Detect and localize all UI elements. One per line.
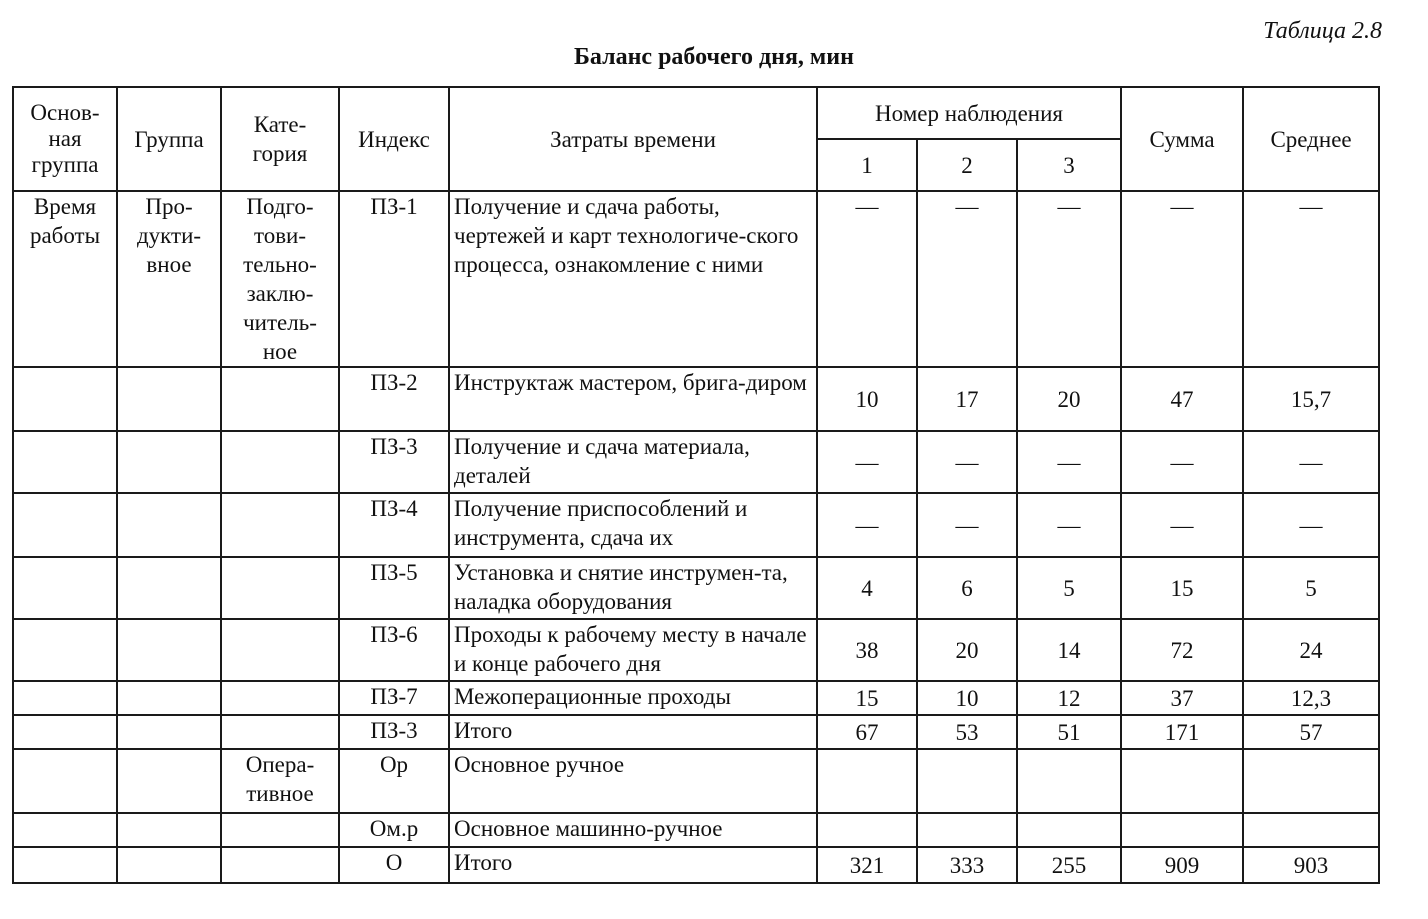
table-row — [13, 367, 1379, 431]
cell-obs-2: 6 — [917, 557, 1017, 619]
cell-description: Инструктаж мастером, брига-диром — [449, 367, 817, 431]
cell-description: Итого — [449, 847, 817, 883]
cell-description: Итого — [449, 715, 817, 749]
table-row — [13, 493, 1379, 557]
cell-index: ПЗ-3 — [339, 431, 449, 493]
cell-obs-3: 12 — [1017, 681, 1121, 715]
cell-index: ПЗ-4 — [339, 493, 449, 557]
cell-obs-3: 14 — [1017, 619, 1121, 681]
cell-category — [221, 813, 339, 847]
cell-obs-3: 255 — [1017, 847, 1121, 883]
cell-obs-3 — [1017, 749, 1121, 813]
cell-sum: — — [1121, 493, 1243, 557]
cell-description: Межоперационные проходы — [449, 681, 817, 715]
cell-obs-1: 4 — [817, 557, 917, 619]
cell-obs-3: — — [1017, 493, 1121, 557]
cell-main-group: Время работы — [13, 191, 117, 367]
cell-description: Установка и снятие инструмен-та, наладка оборудования — [449, 557, 817, 619]
cell-main-group — [13, 847, 117, 883]
cell-obs-3: — — [1017, 431, 1121, 493]
cell-group — [117, 749, 221, 813]
cell-sum: 171 — [1121, 715, 1243, 749]
cell-obs-2: 17 — [917, 367, 1017, 431]
table-number: Таблица 2.8 — [1263, 18, 1382, 44]
cell-obs-1 — [817, 813, 917, 847]
cell-index: ПЗ-1 — [339, 191, 449, 367]
cell-group — [117, 493, 221, 557]
header-obs-2: 2 — [917, 139, 1017, 191]
cell-sum: — — [1121, 191, 1243, 367]
header-time-costs: Затраты времени — [449, 87, 817, 191]
cell-main-group — [13, 715, 117, 749]
cell-main-group — [13, 557, 117, 619]
cell-description: Получение и сдача работы, чертежей и карт технологиче-ского процесса, ознакомление с ними — [449, 191, 817, 367]
cell-main-group — [13, 619, 117, 681]
header-row — [13, 87, 1379, 139]
cell-obs-1: 321 — [817, 847, 917, 883]
cell-obs-2: — — [917, 191, 1017, 367]
cell-main-group — [13, 367, 117, 431]
header-observation-number: Номер наблюдения — [817, 87, 1121, 139]
cell-description: Получение и сдача материала, деталей — [449, 431, 817, 493]
cell-group — [117, 557, 221, 619]
cell-description: Получение приспособлений и инструмента, сдача их — [449, 493, 817, 557]
cell-average — [1243, 813, 1379, 847]
cell-obs-2: — — [917, 431, 1017, 493]
cell-description: Основное машинно-ручное — [449, 813, 817, 847]
cell-group — [117, 681, 221, 715]
cell-average: — — [1243, 431, 1379, 493]
header-obs-3: 3 — [1017, 139, 1121, 191]
cell-average: 15,7 — [1243, 367, 1379, 431]
cell-index: ПЗ-6 — [339, 619, 449, 681]
cell-average: 5 — [1243, 557, 1379, 619]
cell-obs-1: — — [817, 493, 917, 557]
cell-index: ПЗ-2 — [339, 367, 449, 431]
header-sum: Сумма — [1121, 87, 1243, 191]
cell-obs-3: — — [1017, 191, 1121, 367]
cell-average: — — [1243, 493, 1379, 557]
table-row — [13, 557, 1379, 619]
cell-obs-1: 38 — [817, 619, 917, 681]
cell-sum — [1121, 813, 1243, 847]
cell-obs-3: 51 — [1017, 715, 1121, 749]
table-row — [13, 431, 1379, 493]
cell-description: Проходы к рабочему месту в начале и конце рабочего дня — [449, 619, 817, 681]
cell-obs-2 — [917, 749, 1017, 813]
cell-average: 12,3 — [1243, 681, 1379, 715]
cell-obs-2 — [917, 813, 1017, 847]
work-day-balance-table — [12, 86, 1380, 884]
cell-category — [221, 681, 339, 715]
table-row — [13, 715, 1379, 749]
cell-index: Ор — [339, 749, 449, 813]
table-row — [13, 191, 1379, 367]
cell-main-group — [13, 813, 117, 847]
cell-index: Ом.р — [339, 813, 449, 847]
cell-obs-1: 15 — [817, 681, 917, 715]
cell-index: ПЗ-5 — [339, 557, 449, 619]
table-row — [13, 681, 1379, 715]
header-group: Группа — [117, 87, 221, 191]
cell-average — [1243, 749, 1379, 813]
cell-group — [117, 619, 221, 681]
cell-category: Подго- тови- тельно- заклю- читель- ное — [221, 191, 339, 367]
cell-obs-2: 53 — [917, 715, 1017, 749]
cell-group — [117, 813, 221, 847]
cell-group — [117, 847, 221, 883]
cell-group — [117, 431, 221, 493]
cell-average: 24 — [1243, 619, 1379, 681]
cell-index: ПЗ-3 — [339, 715, 449, 749]
cell-description: Основное ручное — [449, 749, 817, 813]
cell-sum — [1121, 749, 1243, 813]
cell-category — [221, 847, 339, 883]
cell-sum: 47 — [1121, 367, 1243, 431]
cell-obs-3: 5 — [1017, 557, 1121, 619]
table-row — [13, 813, 1379, 847]
table-title: Баланс рабочего дня, мин — [574, 44, 854, 70]
cell-category — [221, 619, 339, 681]
header-index: Индекс — [339, 87, 449, 191]
cell-obs-1: — — [817, 191, 917, 367]
cell-index: ПЗ-7 — [339, 681, 449, 715]
cell-sum: 909 — [1121, 847, 1243, 883]
cell-sum: 72 — [1121, 619, 1243, 681]
cell-category: Опера- тивное — [221, 749, 339, 813]
cell-obs-2: 20 — [917, 619, 1017, 681]
cell-obs-3 — [1017, 813, 1121, 847]
cell-obs-2: 333 — [917, 847, 1017, 883]
cell-category — [221, 715, 339, 749]
cell-obs-1: 10 — [817, 367, 917, 431]
cell-main-group — [13, 431, 117, 493]
cell-group: Про- дукти- вное — [117, 191, 221, 367]
cell-sum: — — [1121, 431, 1243, 493]
cell-obs-1 — [817, 749, 917, 813]
cell-category — [221, 557, 339, 619]
cell-obs-2: — — [917, 493, 1017, 557]
cell-average: 57 — [1243, 715, 1379, 749]
cell-category — [221, 493, 339, 557]
table-row — [13, 847, 1379, 883]
header-average: Среднее — [1243, 87, 1379, 191]
cell-obs-1: — — [817, 431, 917, 493]
cell-index: О — [339, 847, 449, 883]
cell-average: 903 — [1243, 847, 1379, 883]
cell-obs-3: 20 — [1017, 367, 1121, 431]
cell-main-group — [13, 749, 117, 813]
cell-average: — — [1243, 191, 1379, 367]
cell-sum: 15 — [1121, 557, 1243, 619]
header-category: Кате- гория — [221, 87, 339, 191]
cell-main-group — [13, 681, 117, 715]
cell-group — [117, 715, 221, 749]
header-main-group: Основ- ная группа — [13, 87, 117, 191]
cell-group — [117, 367, 221, 431]
cell-sum: 37 — [1121, 681, 1243, 715]
cell-category — [221, 367, 339, 431]
cell-main-group — [13, 493, 117, 557]
cell-obs-1: 67 — [817, 715, 917, 749]
cell-obs-2: 10 — [917, 681, 1017, 715]
table-row — [13, 619, 1379, 681]
cell-category — [221, 431, 339, 493]
table-row — [13, 749, 1379, 813]
header-obs-1: 1 — [817, 139, 917, 191]
